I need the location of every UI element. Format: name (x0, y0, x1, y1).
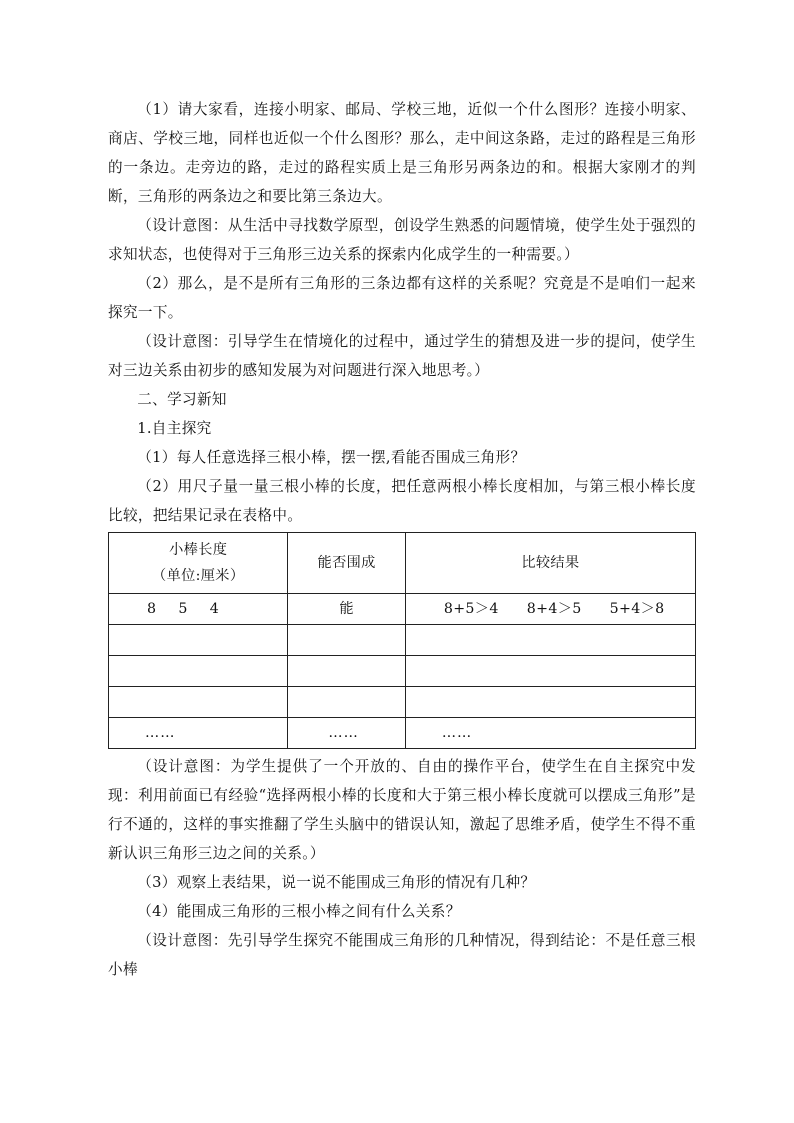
ellipsis-cell: …… (405, 718, 695, 749)
empty-cell (405, 687, 695, 718)
paragraph-question-2: （2）那么，是不是所有三角形的三条边都有这样的关系呢？究竟是不是咱们一起来探究一下。 (108, 275, 696, 321)
document-body (108, 95, 696, 984)
paragraph-step-4: （4）能围成三角形的三根小棒之间有什么关系？ (137, 903, 461, 920)
empty-cell (288, 687, 405, 718)
comparison-value: 8+4＞5 (526, 601, 582, 617)
empty-cell (109, 656, 288, 687)
stick-length-value: 8 (147, 601, 157, 617)
paragraph-step-3: （3）观察上表结果，说一说不能围成三角形的情况有几种？ (137, 874, 536, 891)
empty-cell (288, 656, 405, 687)
cell-can-form: 能 (288, 594, 405, 625)
table-row-empty (109, 656, 696, 687)
paragraph-design-intent-4: （设计意图：先引导学生探究不能围成三角形的几种情况，得到结论：不是任意三根小棒 (108, 932, 696, 978)
empty-cell (405, 656, 695, 687)
comparison-value: 5+4＞8 (609, 601, 665, 617)
ellipsis-cell: …… (288, 718, 405, 749)
table-row-empty (109, 625, 696, 656)
empty-cell (109, 625, 288, 656)
paragraph-design-intent-3: （设计意图：为学生提供了一个开放的、自由的操作平台，使学生在自主探究中发现：利用前面已有经验“选择两根小棒的长度和大于第三根小棒长度就可以摆成三角形”是行不通的，这样的事实推翻了学生头脑中的错误认知，激起了思维矛盾，使学生不得不重新认识三角形三边之间的关系。） (108, 758, 696, 862)
ellipsis-cell: …… (109, 718, 288, 749)
paragraph-question-1: （1）请大家看，连接小明家、邮局、学校三地，近似一个什么图形？连接小明家、商店、学校三地，同样也近似一个什么图形？那么，走中间这条路，走过的路程是三角形的一条边。走旁边的路，走过的路程实质上是三角形另两条边的和。根据大家刚才的判断，三角形的两条边之和要比第三条边大。 (108, 101, 696, 205)
table-row-empty (109, 687, 696, 718)
paragraph-design-intent-1: （设计意图：从生活中寻找数学原型，创设学生熟悉的问题情境，使学生处于强烈的求知状态，也使得对于三角形三边关系的探索内化成学生的一种需要。） (108, 217, 696, 263)
subsection-heading-self-explore: 1.自主探究 (137, 420, 212, 437)
table-row-ellipsis (109, 718, 696, 749)
header-stick-length (109, 533, 288, 594)
paragraph-step-2: （2）用尺子量一量三根小棒的长度，把任意两根小棒长度相加，与第三根小棒长度比较，把结果记录在表格中。 (108, 478, 696, 524)
cell-stick-lengths (109, 594, 288, 625)
stick-length-value: 4 (209, 601, 220, 617)
comparison-value: 8+5＞4 (443, 601, 499, 617)
results-table (108, 532, 696, 749)
empty-cell (109, 687, 288, 718)
cell-comparison (405, 594, 695, 625)
header-can-form: 能否围成 (288, 533, 405, 594)
empty-cell (288, 625, 405, 656)
header-stick-length-title: 小棒长度 (169, 542, 228, 558)
table-row (109, 594, 696, 625)
paragraph-design-intent-2: （设计意图：引导学生在情境化的过程中，通过学生的猜想及进一步的提问，使学生对三边关系由初步的感知发展为对问题进行深入地思考。） (108, 333, 696, 379)
header-stick-length-unit: （单位:厘米） (152, 568, 245, 584)
paragraph-step-1: （1）每人任意选择三根小棒，摆一摆,看能否围成三角形？ (137, 449, 526, 466)
header-comparison: 比较结果 (405, 533, 695, 594)
table-header-row (109, 533, 696, 594)
stick-length-value: 5 (178, 601, 188, 617)
empty-cell (405, 625, 695, 656)
section-heading-learn-new: 二、学习新知 (137, 391, 227, 408)
